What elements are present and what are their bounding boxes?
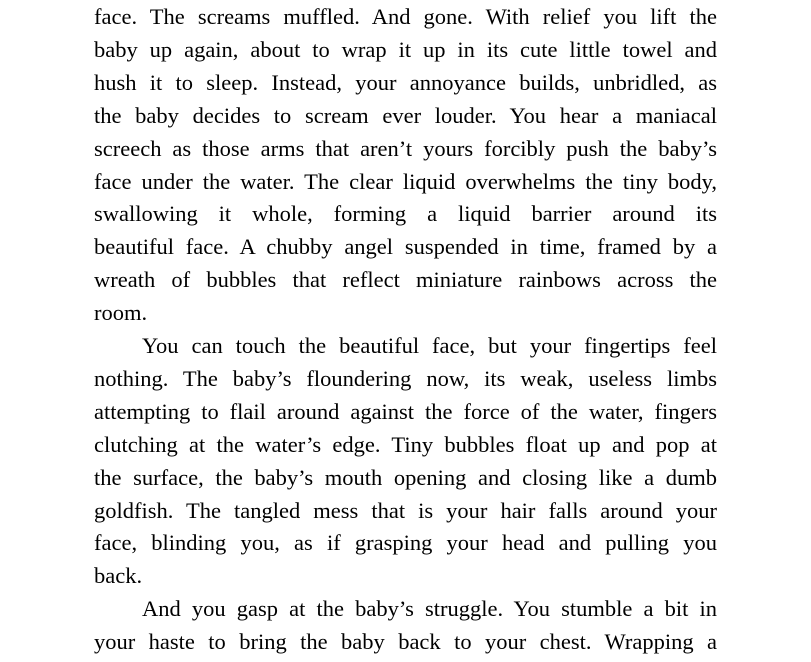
text-line: wreath of bubbles that reflect miniature rainbows across the [94,267,717,293]
text-line: clutching at the water’s edge. Tiny bubbles float up and pop at [94,431,717,457]
text-line: beautiful face. A chubby angel suspended in time, framed by a [94,234,717,260]
text-line: face under the water. The clear liquid overwhelms the tiny body, [94,168,717,194]
text-line: face, blinding you, as if grasping your head and pulling you [94,530,717,556]
paragraph-first-line: You can touch the beautiful face, but your fingertips feel [142,333,717,358]
paragraph-first-line: And you gasp at the baby’s struggle. You stumble a bit in [142,596,717,622]
text-line: swallowing it whole, forming a liquid barrier around its [94,201,717,227]
text-line: hush it to sleep. Instead, your annoyance builds, unbridled, as [94,69,717,95]
text-line: room. [94,300,148,326]
text-line: face. The screams muffled. And gone. With relief you lift the [94,4,717,29]
text-line: goldfish. The tangled mess that is your hair falls around your [94,497,717,523]
text-line: attempting to flail around against the force of the water, fingers [94,398,717,424]
document-page [94,0,717,662]
text-line: back. [94,563,143,589]
text-line: baby up again, about to wrap it up in its cute little towel and [94,36,717,62]
text-line: the surface, the baby’s mouth opening and closing like a dumb [94,464,717,490]
text-line: your haste to bring the baby back to your chest. Wrapping a [94,629,717,655]
text-line: the baby decides to scream ever louder. You hear a maniacal [94,102,717,128]
text-line: screech as those arms that aren’t yours forcibly push the baby’s [94,135,717,161]
text-line: nothing. The baby’s floundering now, its weak, useless limbs [94,365,717,391]
